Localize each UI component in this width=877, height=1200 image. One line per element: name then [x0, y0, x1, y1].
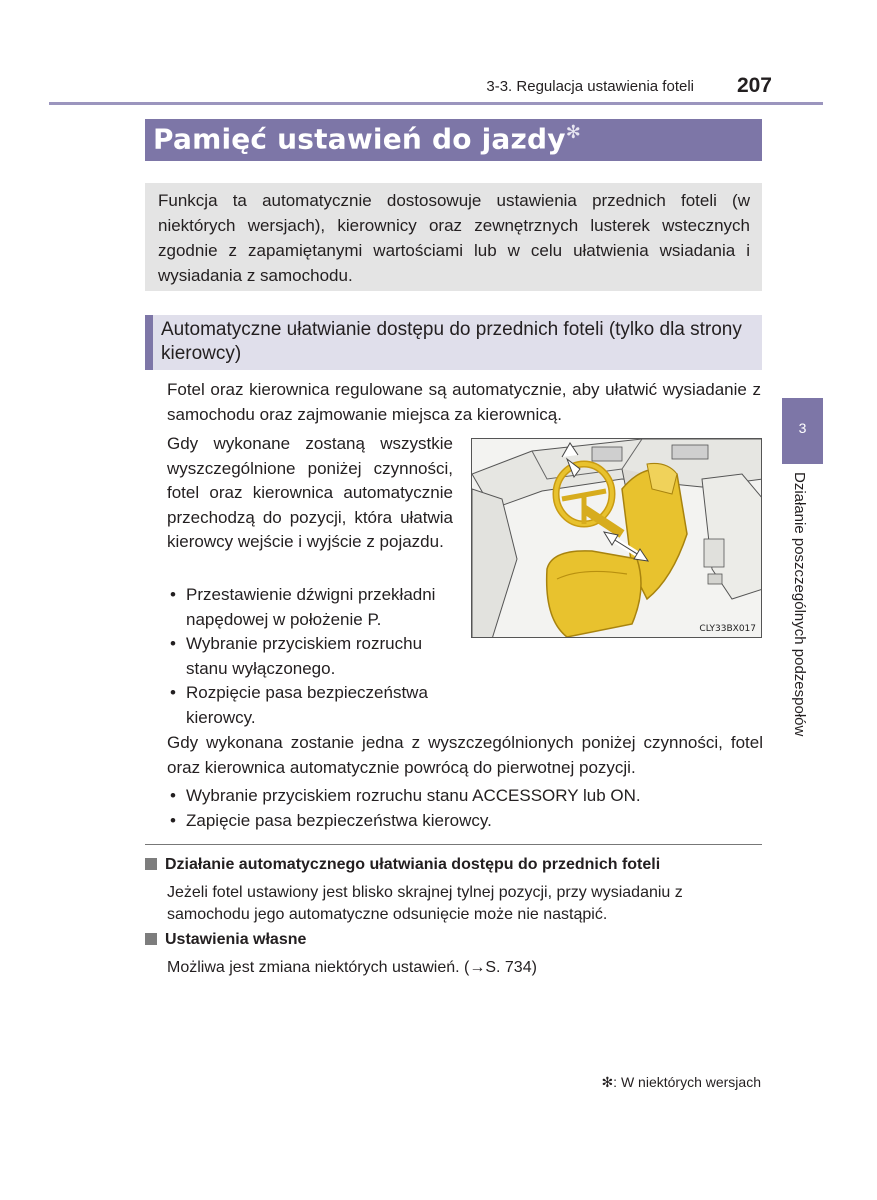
car-interior-drawing: [472, 439, 762, 638]
list-item: • Wybranie przyciskiem rozruchu stanu wyłączonego.: [167, 632, 467, 681]
chapter-label: [788, 472, 808, 792]
list-item: • Przestawienie dźwigni przekładni napędowej w położenie P.: [167, 583, 467, 632]
intro-box: Funkcja ta automatycznie dostosowuje ustawienia przednich foteli (w niektórych wersjach), kierownicy oraz zewnętrznych lusterek wstecznych zgodnie z zapamiętanymi wartościami lub w celu ułatwienia wsiadania i wysiadania z samochodu.: [145, 183, 762, 291]
page-title-text: Pamięć ustawień do jazdy: [153, 122, 566, 156]
header-section-title: 3-3. Regulacja ustawienia foteli: [486, 78, 694, 95]
note-body: Możliwa jest zmiana niektórych ustawień. (→S. 734): [167, 959, 537, 976]
chapter-number: 3: [798, 420, 807, 436]
list-item: • Wybranie przyciskiem rozruchu stanu ACCESSORY lub ON.: [167, 784, 747, 809]
seat-illustration: [471, 438, 762, 638]
section-divider: [145, 844, 762, 845]
asterisk-icon: ✻: [565, 122, 581, 143]
return-conditions-list: [167, 784, 747, 833]
paragraph-3: Gdy wykonana zostanie jedna z wyszczególnionych poniżej czynności, fotel oraz kierownica automatycznie powrócą do pierwotnej pozycji.: [167, 733, 763, 777]
page-title-bar: [145, 119, 762, 161]
note-body: Jeżeli fotel ustawiony jest blisko skrajnej tylnej pozycji, przy wysiadaniu z samochodu jego automatyczne odsunięcie może nie nastąpić.: [167, 884, 683, 923]
paragraph-1: Fotel oraz kierownica regulowane są automatycznie, aby ułatwić wysiadanie z samochodu oraz zajmowanie miejsca za kierownicą.: [167, 380, 761, 424]
subheading: Automatyczne ułatwianie dostępu do przednich foteli (tylko dla strony kierowcy): [145, 315, 762, 370]
illustration-code: CLY33BX017: [699, 624, 756, 634]
note-heading-text: Działanie automatycznego ułatwiania dostępu do przednich foteli: [165, 856, 661, 873]
page-title: [153, 122, 581, 155]
paragraph-2: Gdy wykonane zostaną wszystkie wyszczególnione poniżej czynności, fotel oraz kierownica automatycznie przechodzą do pozycji, która ułatwia kierowcy wejście i wyjście z pojazdu.: [167, 434, 453, 551]
note-heading: [145, 856, 660, 874]
note-heading: [145, 931, 306, 949]
square-bullet-icon: [145, 933, 157, 945]
chapter-tab: [782, 398, 823, 464]
header-rule: [49, 102, 823, 105]
note-heading-text: Ustawienia własne: [165, 931, 307, 948]
square-bullet-icon: [145, 858, 157, 870]
page-number: 207: [736, 74, 772, 97]
list-item: • Zapięcie pasa bezpieczeństwa kierowcy.: [167, 809, 747, 834]
list-item: • Rozpięcie pasa bezpieczeństwa kierowcy.: [167, 681, 467, 730]
conditions-list: [167, 583, 467, 730]
footnote: ✻: W niektórych wersjach: [601, 1074, 761, 1090]
chapter-label-text: Działanie poszczególnych podzespołów: [791, 472, 808, 737]
